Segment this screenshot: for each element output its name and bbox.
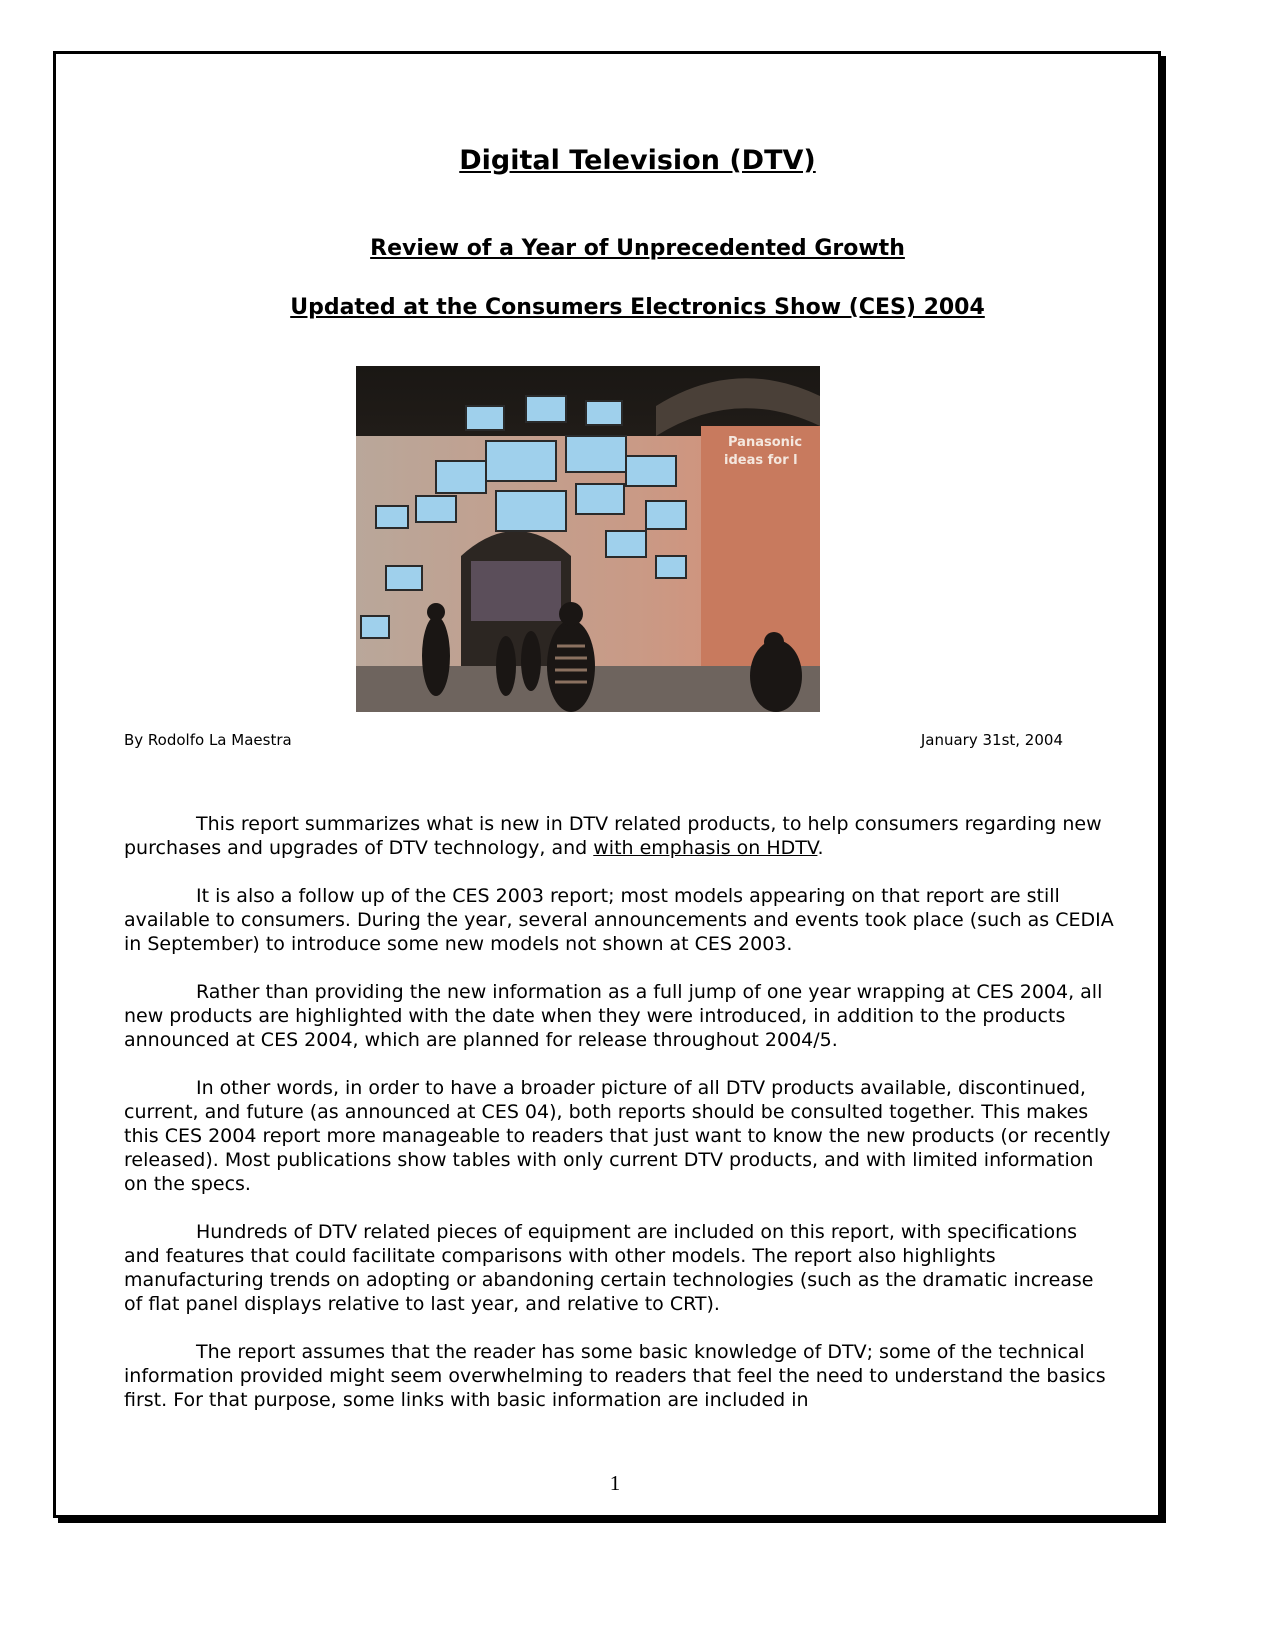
ces-booth-photo-illustration [356, 366, 820, 712]
paragraph-intro-end: . [817, 837, 824, 859]
paragraph-intro-text: This report summarizes what is new in DTV related products, to help consumers regarding new purchases and upgrades of DTV technology, and [124, 813, 1102, 859]
paragraph-approach: Rather than providing the new information as a full jump of one year wrapping at CES 2004, all new products are highlighted with the date when they were introduced, in addition to the products announced at CES 2004, which are planned for release throughout 2004/5. [124, 981, 1103, 1051]
paragraph-intro [124, 812, 1114, 860]
ces-booth-photo [356, 366, 820, 712]
page-number: 1 [609, 1471, 621, 1495]
author-byline: By Rodolfo La Maestra [124, 731, 292, 749]
booth-sign-line1: Panasonic [728, 435, 803, 450]
publish-date: January 31st, 2004 [920, 731, 1063, 749]
document-subtitle-ces: Updated at the Consumers Electronics Show (CES) 2004 [290, 295, 985, 320]
paragraph-equipment: Hundreds of DTV related pieces of equipment are included on this report, with specifications and features that could facilitate comparisons with other models. The report also highlights manufacturing trends on adopting or abandoning certain technologies (such as the dramatic increase of flat panel displays relative to last year, and relative to CRT). [124, 1221, 1094, 1315]
report-body [124, 812, 1114, 1412]
paragraph-followup: It is also a follow up of the CES 2003 report; most models appearing on that report are still available to consumers. During the year, several announcements and events took place (such as CEDIA in September) to introduce some new models not shown at CES 2003. [124, 885, 1114, 955]
paragraph-other-words: In other words, in order to have a broader picture of all DTV products available, discontinued, current, and future (as announced at CES 04), both reports should be consulted together. This makes this CES 2004 report more manageable to readers that just want to know the new products (or recently released). Most publications show tables with only current DTV products, and with limited information on the specs. [124, 1077, 1111, 1195]
document-title: Digital Television (DTV) [459, 145, 816, 176]
hdtv-emphasis-link[interactable]: with emphasis on HDTV [593, 837, 818, 859]
booth-sign-line2: ideas for l [724, 453, 798, 468]
paragraph-assumptions: The report assumes that the reader has some basic knowledge of DTV; some of the technical information provided might seem overwhelming to readers that feel the need to understand the basics first. For that purpose, some links with basic information are included in [124, 1341, 1106, 1411]
document-subtitle: Review of a Year of Unprecedented Growth [370, 236, 905, 261]
